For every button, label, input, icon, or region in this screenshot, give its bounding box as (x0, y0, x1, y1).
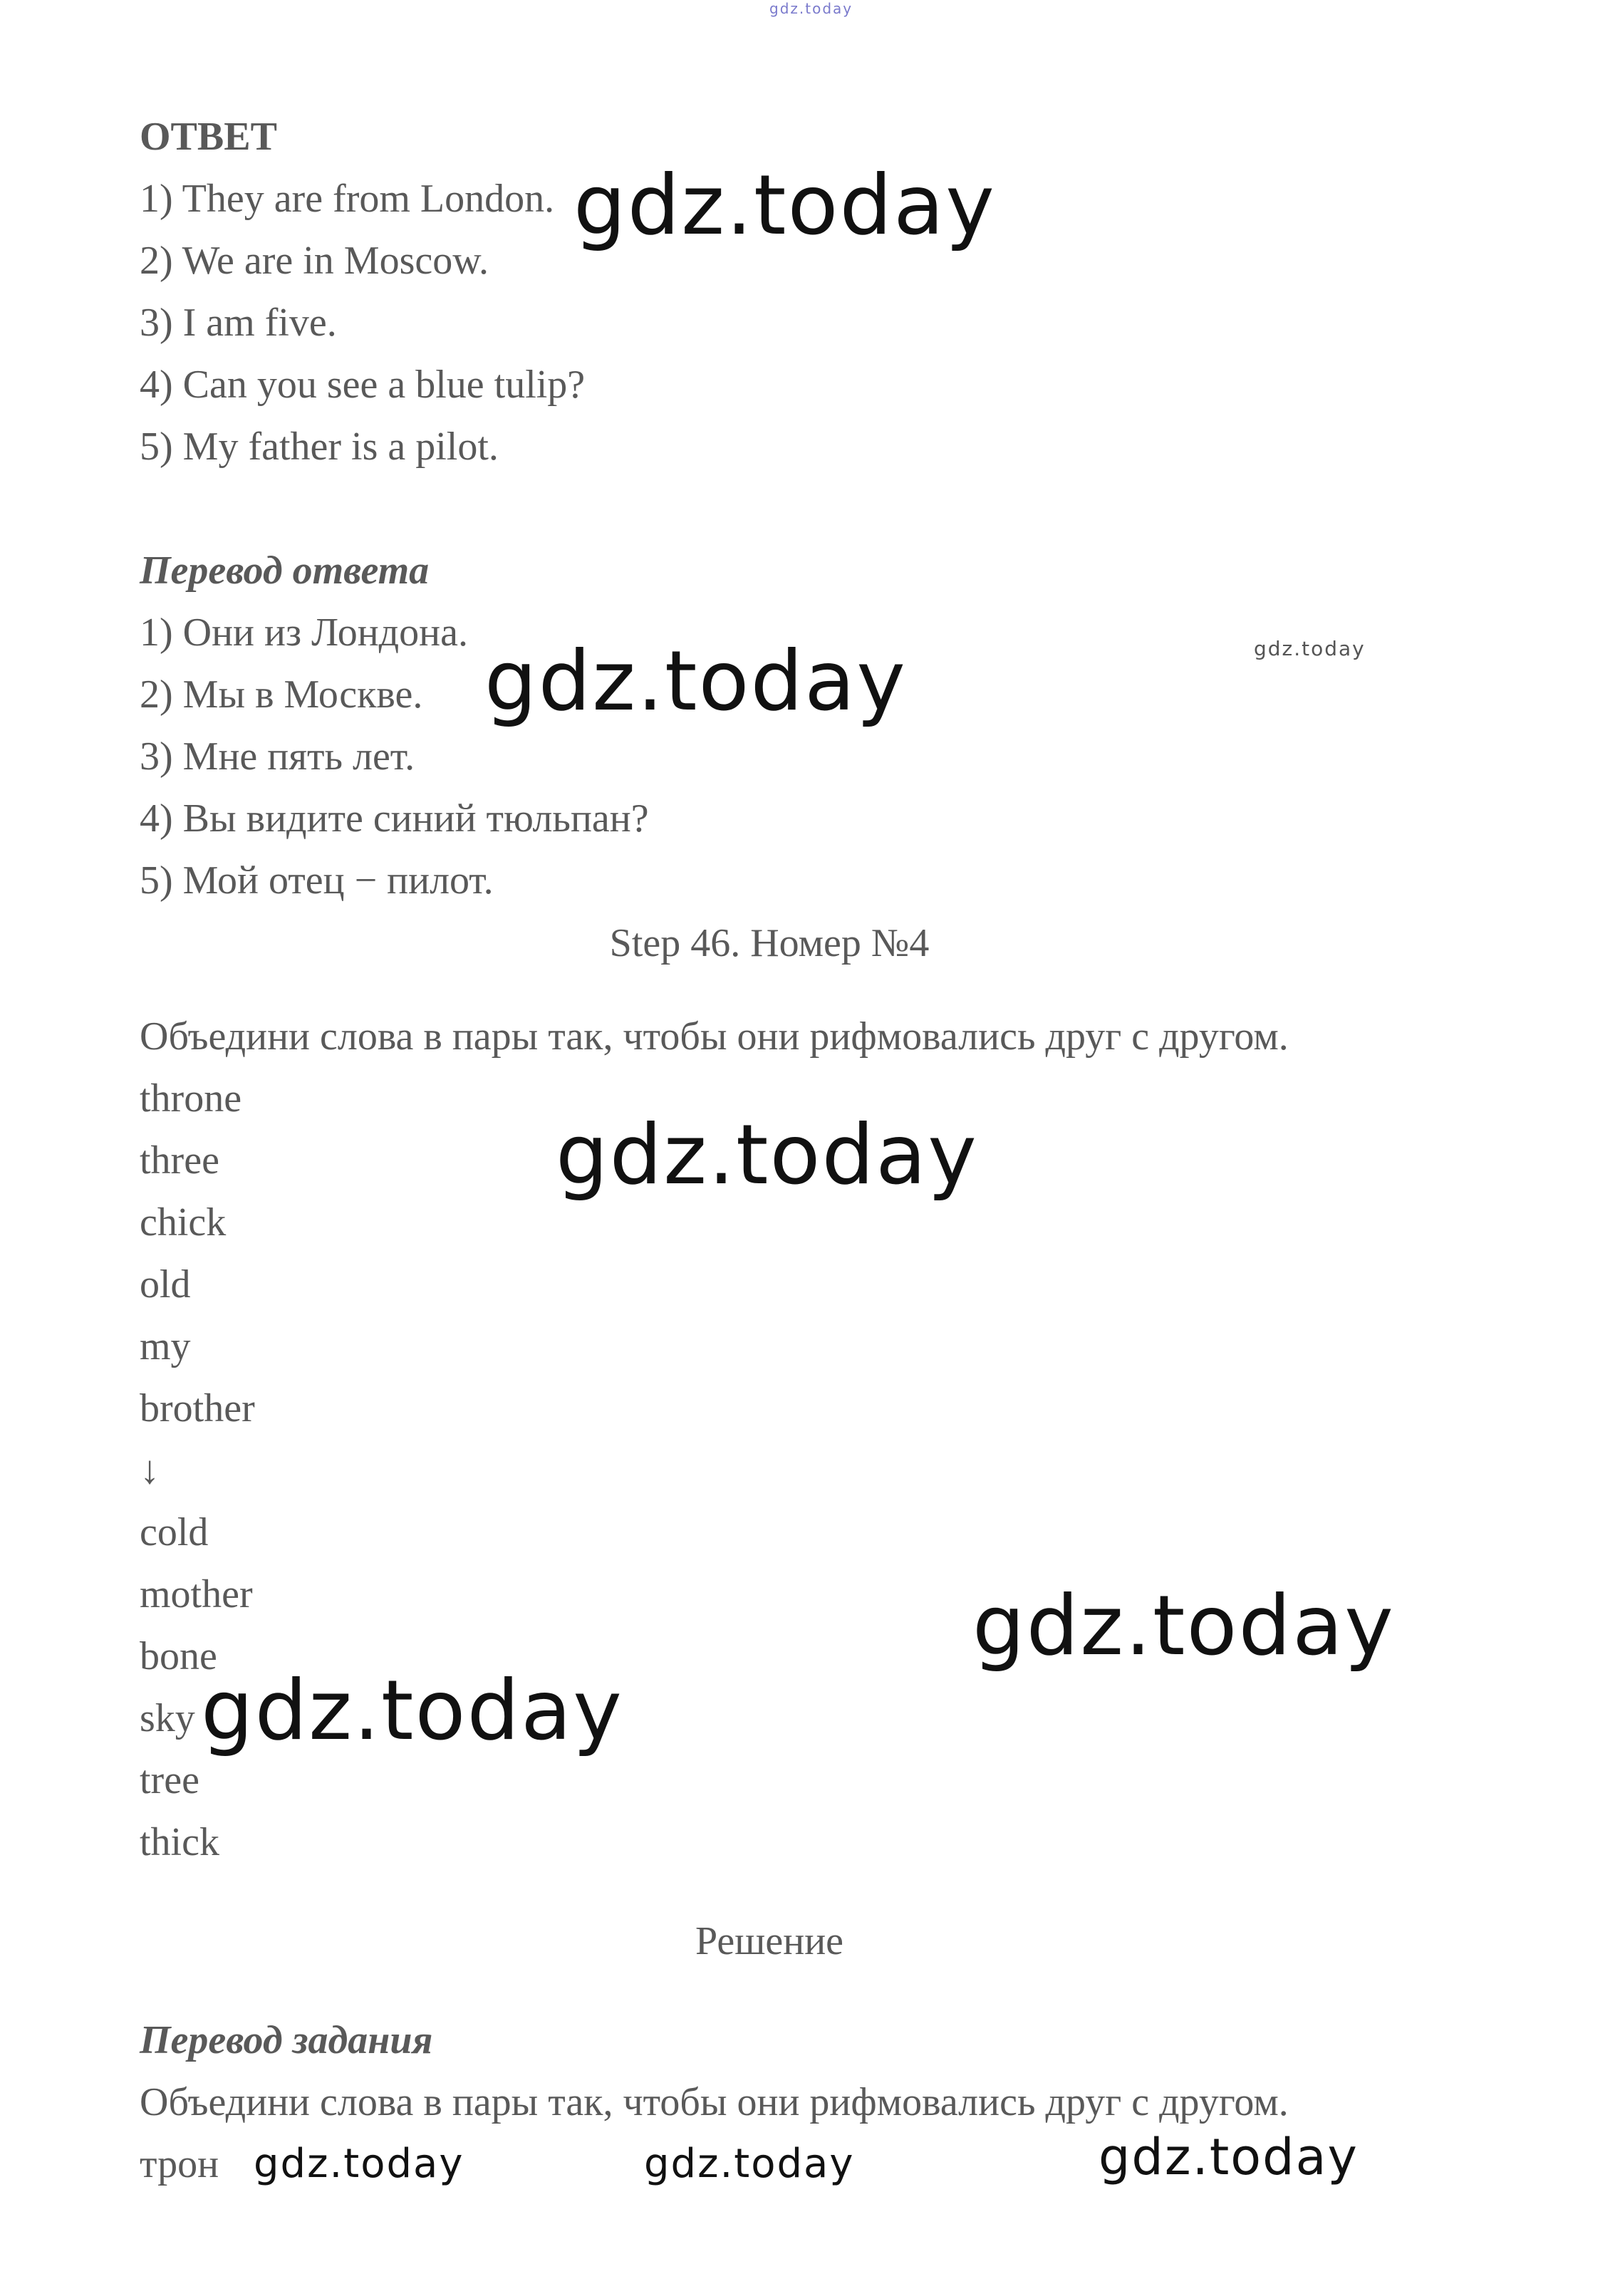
watermark-2: gdz.today (484, 633, 907, 729)
answer-translation-line-5: 5) Мой отец − пилот. (140, 858, 494, 903)
watermark-8: gdz.today (1099, 2128, 1359, 2186)
solution-first-word: трон (140, 2142, 219, 2186)
watermark-7: gdz.today (644, 2141, 855, 2187)
answer-translation-heading: Перевод ответа (140, 549, 430, 593)
solution-title: Решение (695, 1919, 844, 1963)
watermark-6: gdz.today (254, 2141, 464, 2187)
watermark-3: gdz.today (556, 1107, 978, 1203)
answer-translation-line-2: 2) Мы в Москве. (140, 672, 423, 717)
word-second-2: mother (140, 1572, 253, 1616)
watermark-small: gdz.today (1254, 637, 1366, 660)
down-arrow-icon: ↓ (140, 1448, 160, 1492)
word-first-6: brother (140, 1386, 255, 1430)
word-second-1: cold (140, 1510, 209, 1554)
solution-instruction: Объедини слова в пары так, чтобы они рифмовались друг с другом. (140, 2080, 1289, 2124)
word-second-3: bone (140, 1634, 217, 1678)
watermark-4: gdz.today (972, 1578, 1395, 1674)
word-first-4: old (140, 1262, 191, 1307)
answer-line-3: 3) I am five. (140, 301, 337, 345)
answer-line-1: 1) They are from London. (140, 177, 555, 221)
word-second-5: tree (140, 1758, 199, 1802)
watermark-5: gdz.today (201, 1663, 623, 1759)
answer-line-2: 2) We are in Moscow. (140, 239, 489, 283)
word-first-1: throne (140, 1076, 242, 1121)
answer-heading: ОТВЕТ (140, 115, 277, 159)
word-first-5: my (140, 1324, 191, 1368)
word-second-6: thick (140, 1820, 219, 1864)
answer-line-5: 5) My father is a pilot. (140, 425, 499, 469)
answer-translation-line-3: 3) Мне пять лет. (140, 734, 415, 779)
watermark-top: gdz.today (769, 0, 853, 17)
word-second-4: sky (140, 1696, 195, 1740)
word-first-2: three (140, 1138, 219, 1183)
word-first-3: chick (140, 1200, 227, 1245)
watermark-1: gdz.today (573, 157, 996, 254)
answer-translation-line-4: 4) Вы видите синий тюльпан? (140, 796, 649, 841)
answer-translation-line-1: 1) Они из Лондона. (140, 611, 468, 655)
task-instruction: Объедини слова в пары так, чтобы они рифмовались друг с другом. (140, 1014, 1289, 1059)
task-title: Step 46. Номер №4 (609, 921, 930, 965)
solution-translation-heading: Перевод задания (140, 2018, 433, 2062)
answer-line-4: 4) Can you see a blue tulip? (140, 363, 586, 407)
